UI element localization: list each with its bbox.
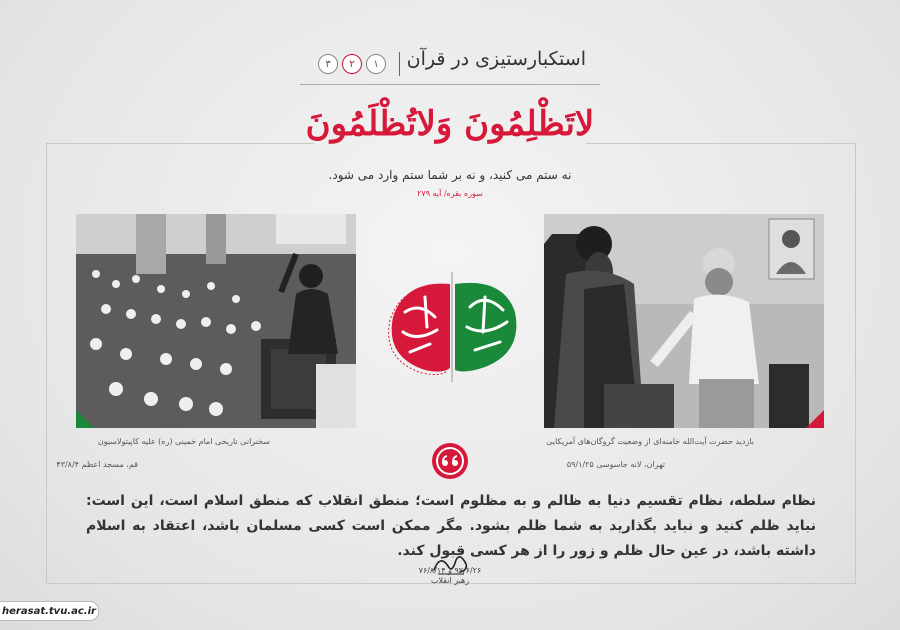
photo-caption-left: سخنرانی تاریخی امام خمینی (ره) علیه کاپیتولاسیون <box>97 437 270 446</box>
historical-photo-visit <box>544 214 824 428</box>
flag-corner-red <box>806 410 824 428</box>
photo-date-left: قم، مسجد اعظم ۴۳/۸/۴ <box>56 460 138 469</box>
quote-author: رهبر انقلاب <box>430 576 470 585</box>
sequence-number: ۱ <box>366 54 386 74</box>
sequence-number-active: ۲ <box>342 54 362 74</box>
photo-date-right: تهران، لانه جاسوسی ۵۹/۱/۲۵ <box>566 460 665 469</box>
photo-caption-right: بازدید حضرت آیت‌الله خامنه‌ای از وضعیت گروگان‌های آمریکایی <box>546 437 754 446</box>
verse-reference: سوره بقره/ آیه ۲۷۹ <box>417 189 483 198</box>
photo-meeting-illustration <box>544 214 824 428</box>
quote-icon <box>430 441 470 481</box>
calligraphy-emblem <box>385 272 520 382</box>
leader-quote: نظام سلطه، نظام تقسیم دنیا به ظالم و به مظلوم است؛ منطق انقلاب که منطق اسلام است، این است: نباید ظلم کنید و نباید بگذارید به شما ظلم بشود. مگر ممکن است کسی مسلمان باشد، اعتقاد به اسلام داشته باشد، در عین حال ظلم و زور را از هر کسی قبول کند. <box>86 493 816 559</box>
flag-corner-green <box>76 410 94 428</box>
quote-dates: ۹۲/۶/۲۶ و ۷۶/۸/۱۴ <box>418 566 482 575</box>
verse-translation: نه ستم می کنید، و نه بر شما ستم وارد می شود. <box>328 168 572 182</box>
header-divider <box>399 52 400 76</box>
sequence-number: ۳ <box>318 54 338 74</box>
website-link[interactable]: herasat.tvu.ac.ir <box>0 601 99 621</box>
historical-photo-speech <box>76 214 356 428</box>
series-header <box>300 42 600 85</box>
series-title: استکبارستیزی در قرآن <box>406 48 586 70</box>
photo-crowd-illustration <box>76 214 356 428</box>
quran-verse: لاتَظْلِمُونَ وَلاتُظْلَمُونَ <box>305 104 595 144</box>
